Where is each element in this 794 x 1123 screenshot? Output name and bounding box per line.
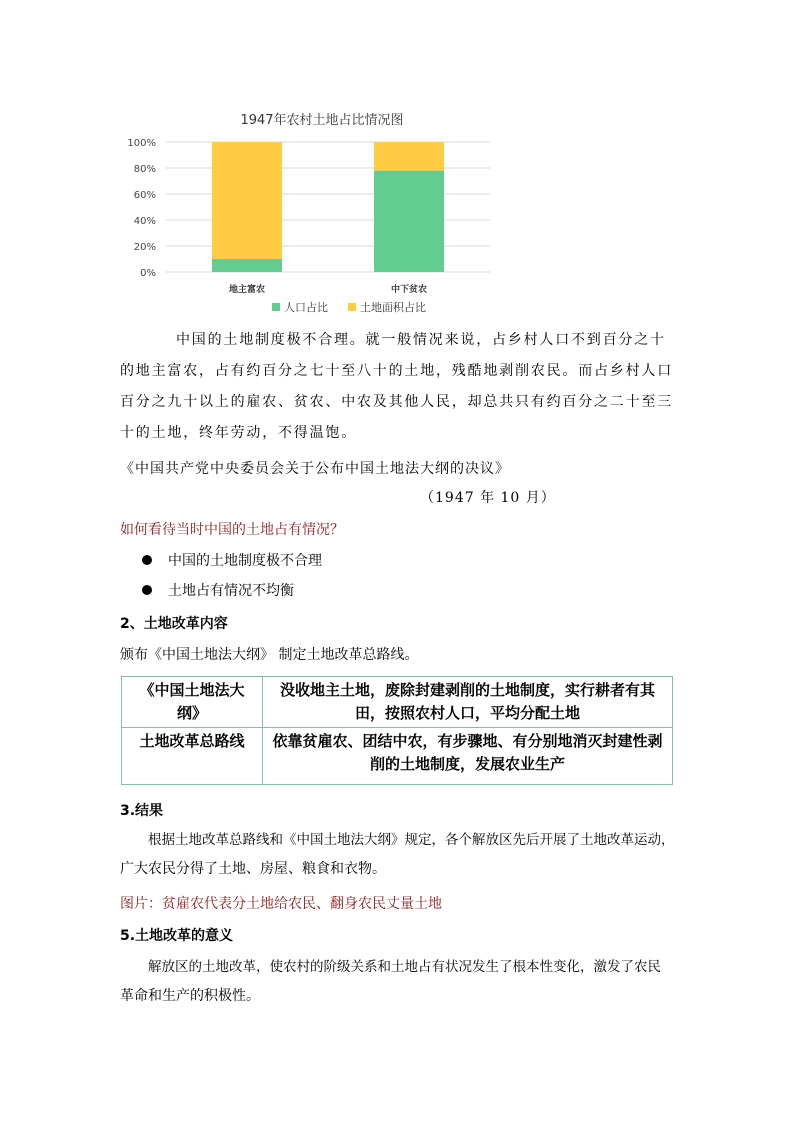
legend-label: 土地面积占比 (360, 301, 426, 314)
bar-segment (212, 142, 282, 259)
x-tick-label: 地主富农 (228, 285, 266, 295)
bullet-text-2: 土地占有情况不均衡 (168, 583, 294, 599)
y-tick-label: 60% (133, 190, 156, 201)
table-cell-content: 没收地主土地，废除封建剥削的土地制度，实行耕者有其 田，按照农村人口，平均分配土地 (263, 677, 673, 728)
table-cell-name: 土地改革总路线 (122, 728, 263, 785)
quote-paragraph (120, 325, 680, 449)
chart-svg (118, 104, 498, 326)
section5-line-1: 解放区的土地改革，使农村的阶级关系和土地占有状况发生了根本性变化，激发了农民 (148, 959, 661, 975)
question-text: 如何看待当时中国的土地占有情况？ (120, 522, 344, 538)
quote-line-1: 中国的土地制度极不合理。就一般情况来说，占乡村人口不到百分之十 (176, 332, 666, 348)
bullet-text-1: 中国的土地制度极不合理 (168, 553, 322, 569)
bullet-dot-1 (142, 555, 152, 565)
y-tick-label: 0% (140, 268, 156, 279)
legend-swatch (272, 303, 280, 311)
picture-note: 图片：贫雇农代表分土地给农民、翻身农民丈量土地 (120, 896, 442, 912)
table-cell-content: 依靠贫雇农、团结中农，有步骤地、有分别地消灭封建性剥 削的土地制度，发展农业生产 (263, 728, 673, 785)
table-row (122, 677, 673, 728)
section2-intro: 颁布《中国土地法大纲》 制定土地改革总路线。 (120, 647, 419, 663)
quote-line-4: 十的土地，终年劳动，不得温饱。 (120, 425, 357, 441)
section5-line-2: 革命和生产的积极性。 (120, 988, 260, 1004)
bullet-dot-2 (142, 585, 152, 595)
section3-line-2: 广大农民分得了土地、房屋、粮食和衣物。 (120, 861, 386, 877)
section3-line-1: 根据土地改革总路线和《中国土地法大纲》规定，各个解放区先后开展了土地改革运动， (148, 832, 675, 848)
section2-heading: 2、土地改革内容 (120, 616, 228, 632)
land-reform-table (121, 676, 673, 785)
y-tick-label: 80% (133, 164, 156, 175)
legend-label: 人口占比 (284, 301, 328, 314)
y-tick-label: 40% (133, 216, 156, 227)
quote-line-2: 的地主富农，占有约百分之七十至八十的土地，残酷地剥削农民。而占乡村人口 (120, 363, 673, 379)
y-tick-label: 20% (133, 242, 156, 253)
x-tick-label: 中下贫农 (390, 285, 428, 295)
legend-swatch (348, 303, 356, 311)
section5-heading: 5.土地改革的意义 (120, 928, 234, 944)
y-tick-label: 100% (127, 138, 156, 149)
section3-heading: 3.结果 (120, 803, 164, 819)
bar-segment (374, 171, 444, 272)
section5-paragraph (120, 953, 676, 1011)
chart-title: 1947年农村土地占比情况图 (240, 113, 404, 128)
quote-line-3: 百分之九十以上的雇农、贫农、中农及其他人民，却总共只有约百分之二十至三 (120, 394, 673, 410)
bar-segment (212, 259, 282, 272)
quote-date: （1947 年 10 月） (420, 490, 556, 506)
section3-paragraph (120, 826, 676, 884)
table-cell-name: 《中国土地法大 纲》 (122, 677, 263, 728)
land-share-chart (118, 104, 498, 326)
table-row (122, 728, 673, 785)
quote-source: 《中国共产党中央委员会关于公布中国土地法大纲的决议》 (120, 461, 510, 477)
bar-segment (374, 142, 444, 171)
